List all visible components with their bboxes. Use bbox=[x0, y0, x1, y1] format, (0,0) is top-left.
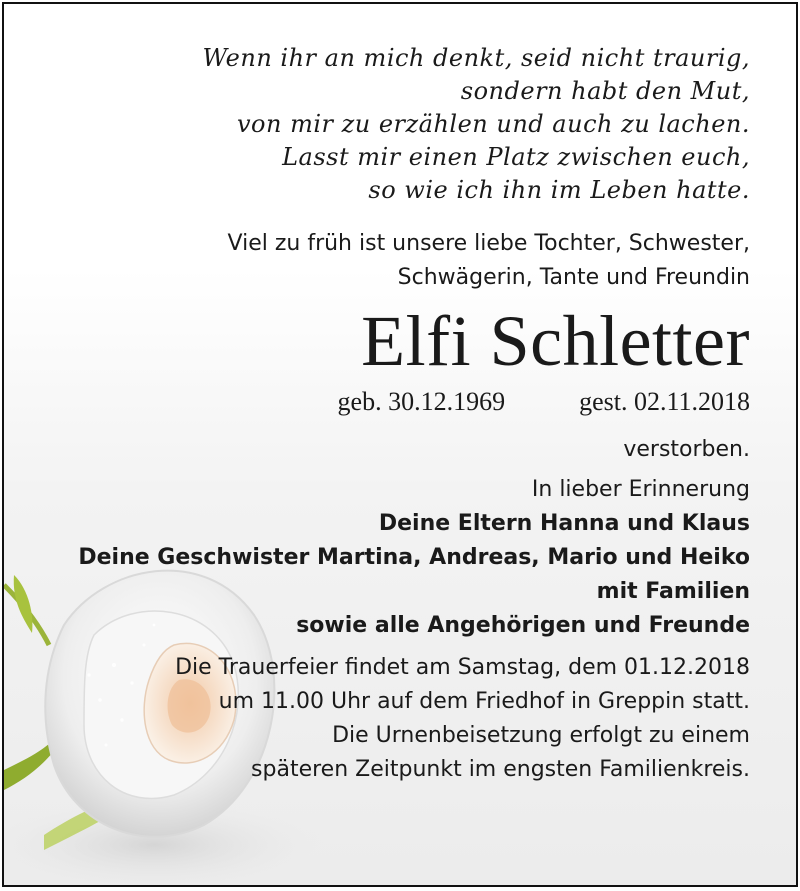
intro-text bbox=[44, 227, 750, 295]
poem-line: Wenn ihr an mich denkt, seid nicht traurig, bbox=[202, 44, 750, 72]
obituary-text bbox=[44, 42, 750, 787]
signer-line: Deine Geschwister Martina, Andreas, Mario und Heiko bbox=[78, 545, 750, 570]
intro-line: Viel zu früh ist unsere liebe Tochter, Schwester, bbox=[227, 231, 750, 256]
poem-line: so wie ich ihn im Leben hatte. bbox=[368, 176, 750, 204]
poem-line: von mir zu erzählen und auch zu lachen. bbox=[236, 110, 750, 138]
signer-line: mit Familien bbox=[596, 579, 750, 604]
notice-line: um 11.00 Uhr auf dem Friedhof in Greppin statt. bbox=[218, 689, 750, 714]
signers bbox=[44, 507, 750, 643]
funeral-notice bbox=[44, 651, 750, 787]
poem-line: Lasst mir einen Platz zwischen euch, bbox=[282, 143, 750, 171]
died-word: verstorben. bbox=[623, 437, 750, 462]
notice-line: Die Urnenbeisetzung erfolgt zu einem bbox=[332, 723, 750, 748]
birth-date: geb. 30.12.1969 bbox=[337, 387, 506, 416]
life-dates bbox=[44, 385, 750, 419]
death-date: gest. 02.11.2018 bbox=[579, 387, 750, 416]
intro-line: Schwägerin, Tante und Freundin bbox=[397, 265, 750, 290]
notice-line: Die Trauerfeier findet am Samstag, dem 01.12.2018 bbox=[175, 655, 750, 680]
poem-line: sondern habt den Mut, bbox=[460, 77, 750, 105]
obituary-card bbox=[2, 2, 798, 887]
signer-line: Deine Eltern Hanna und Klaus bbox=[378, 511, 750, 536]
memory-line: In lieber Erinnerung bbox=[531, 477, 750, 502]
deceased-name: Elfi Schletter bbox=[361, 301, 750, 381]
poem bbox=[44, 42, 750, 207]
signer-line: sowie alle Angehörigen und Freunde bbox=[296, 613, 750, 638]
notice-line: späteren Zeitpunkt im engsten Familienkreis. bbox=[251, 757, 750, 782]
